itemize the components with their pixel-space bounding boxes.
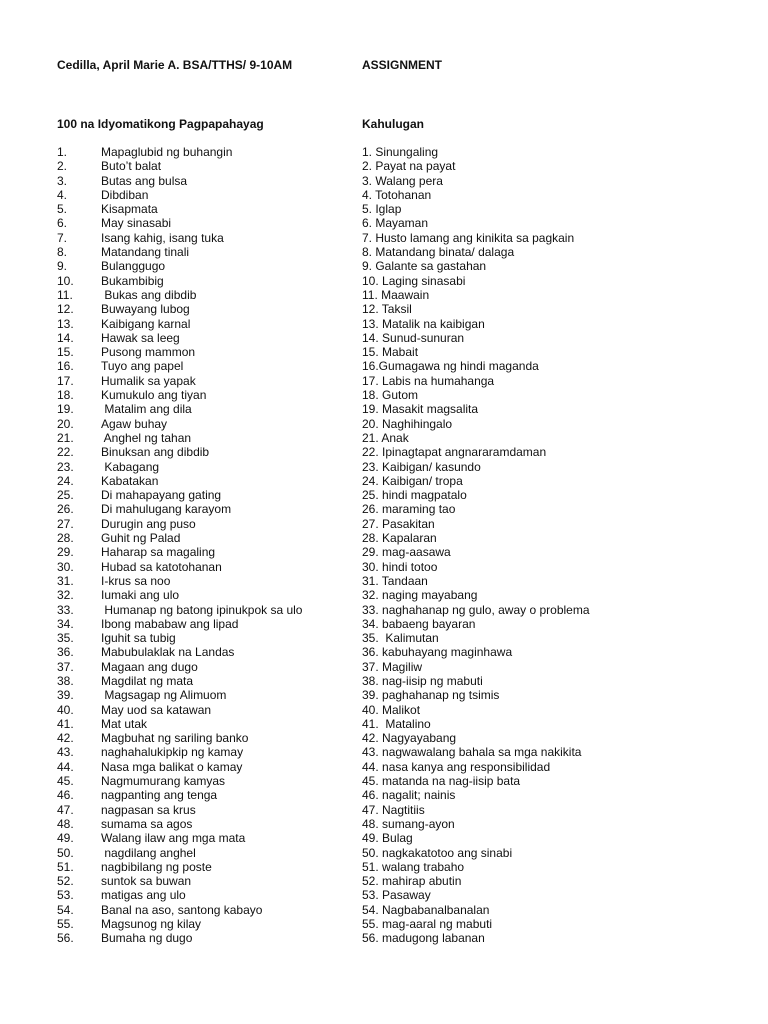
idiom-number: 24. [57, 473, 74, 488]
idiom-text: Kisapmata [101, 202, 158, 217]
idiom-number: 45. [57, 774, 74, 789]
idiom-item [57, 445, 302, 459]
meaning-item: 44. nasa kanya ang responsibilidad [362, 759, 551, 774]
meaning-item: 14. Sunud-sunuran [362, 330, 465, 345]
idiom-item [57, 388, 302, 402]
idiom-text: Di mahulugang karayom [101, 502, 232, 517]
meaning-item: 33. naghahanap ng gulo, away o problema [362, 602, 590, 617]
meaning-item: 21. Anak [362, 430, 409, 445]
idiom-text: Matalim ang dila [101, 402, 192, 417]
idiom-item [57, 317, 302, 331]
idiom-item [57, 888, 302, 902]
meaning-item: 34. babaeng bayaran [362, 616, 476, 631]
idiom-text: Walang ilaw ang mga mata [101, 831, 246, 846]
meaning-item: 30. hindi totoo [362, 559, 438, 574]
idiom-item [57, 245, 302, 259]
idiom-item [57, 874, 302, 888]
idiom-number: 54. [57, 902, 74, 917]
idiom-text: Magbuhat ng sariling banko [101, 731, 249, 746]
idiom-text: nagbibilang ng poste [101, 859, 212, 874]
idiom-number: 40. [57, 702, 74, 717]
idiom-number: 20. [57, 416, 74, 431]
idiom-text: Tuyo ang papel [101, 359, 184, 374]
idiom-number: 25. [57, 488, 74, 503]
meaning-item: 51. walang trabaho [362, 859, 465, 874]
idiom-number: 7. [57, 230, 68, 245]
idiom-item [57, 174, 302, 188]
idiom-text: Kabatakan [101, 473, 159, 488]
meaning-item: 5. Iglap [362, 202, 402, 217]
idiom-item [57, 145, 302, 159]
idiom-text: Ibong mababaw ang lipad [101, 616, 239, 631]
meaning-item: 37. Magiliw [362, 659, 423, 674]
idiom-text: sumama sa agos [101, 816, 193, 831]
idiom-text: Humanap ng batong ipinukpok sa ulo [101, 602, 303, 617]
meaning-item: 23. Kaibigan/ kasundo [362, 459, 481, 474]
idiom-item [57, 517, 302, 531]
idiom-number: 26. [57, 502, 74, 517]
idiom-item [57, 531, 302, 545]
idiom-text: Bumaha ng dugo [101, 931, 193, 946]
meaning-item: 52. mahirap abutin [362, 874, 462, 889]
idiom-number: 43. [57, 745, 74, 760]
meaning-item: 13. Matalik na kaibigan [362, 316, 485, 331]
idiom-item [57, 302, 302, 316]
idiom-number: 42. [57, 731, 74, 746]
meaning-item: 11. Maawain [362, 287, 430, 302]
idiom-text: Anghel ng tahan [101, 430, 192, 445]
idiom-item [57, 359, 302, 373]
idiom-number: 29. [57, 545, 74, 560]
idiom-item [57, 717, 302, 731]
idiom-text: Mabubulaklak na Landas [101, 645, 235, 660]
idiom-text: Isang kahig, isang tuka [101, 230, 224, 245]
meaning-item: 24. Kaibigan/ tropa [362, 473, 463, 488]
meaning-item: 56. madugong labanan [362, 931, 485, 946]
idiom-item [57, 817, 302, 831]
idiom-text: Mat utak [101, 716, 148, 731]
idiom-item [57, 917, 302, 931]
idiom-item [57, 631, 302, 645]
idiom-text: Haharap sa magaling [101, 545, 216, 560]
idiom-number: 52. [57, 874, 74, 889]
idiom-item [57, 788, 302, 802]
meaning-item: 1. Sinungaling [362, 145, 439, 159]
idiom-text: Banal na aso, santong kabayo [101, 902, 263, 917]
idiom-text: Iguhit sa tubig [101, 631, 176, 646]
meaning-item: 40. Malikot [362, 702, 421, 717]
meaning-item: 8. Matandang binata/ dalaga [362, 245, 515, 260]
idiom-item [57, 603, 302, 617]
meaning-item: 17. Labis na humahanga [362, 373, 495, 388]
idiom-item [57, 374, 302, 388]
meaning-item: 47. Nagtitiis [362, 802, 425, 817]
meaning-item: 22. Ipinagtapat angnararamdaman [362, 445, 547, 460]
meaning-item: 27. Pasakitan [362, 516, 435, 531]
idiom-text: Butas ang bulsa [101, 173, 188, 188]
idiom-item [57, 931, 302, 945]
idiom-text: Bulanggugo [101, 259, 166, 274]
idiom-text: nagdilang anghel [101, 845, 196, 860]
idiom-number: 27. [57, 516, 74, 531]
meaning-item: 54. Nagbabanalbanalan [362, 902, 490, 917]
meaning-item: 55. mag-aaral ng mabuti [362, 917, 493, 932]
idiom-text: Pusong mammon [101, 345, 196, 360]
student-name-line: Cedilla, April Marie A. BSA/TTHS/ 9-10AM [57, 58, 293, 72]
idiom-text: Humalik sa yapak [101, 373, 196, 388]
meaning-list [362, 145, 590, 946]
idiom-number: 17. [57, 373, 74, 388]
idiom-item [57, 574, 302, 588]
meaning-item: 7. Husto lamang ang kinikita sa pagkain [362, 230, 575, 245]
idiom-text: Guhit ng Palad [101, 531, 181, 546]
idiom-text: Kaibigang karnal [101, 316, 191, 331]
idiom-number: 12. [57, 302, 74, 317]
idiom-number: 4. [57, 187, 68, 202]
idiom-text: matigas ang ulo [101, 888, 186, 903]
idiom-text: May uod sa katawan [101, 702, 212, 717]
idiom-item [57, 588, 302, 602]
idioms-column-title: 100 na Idyomatikong Pagpapahayag [57, 117, 264, 131]
idiom-list [57, 145, 302, 946]
idiom-item [57, 846, 302, 860]
idiom-number: 10. [57, 273, 74, 288]
idiom-item [57, 903, 302, 917]
idiom-number: 5. [57, 202, 68, 217]
idiom-number: 55. [57, 917, 74, 932]
idiom-item [57, 831, 302, 845]
idiom-item [57, 803, 302, 817]
idiom-text: Magdilat ng mata [101, 673, 194, 688]
idiom-item [57, 202, 302, 216]
idiom-item [57, 345, 302, 359]
idiom-item [57, 860, 302, 874]
meaning-item: 43. nagwawalang bahala sa mga nakikita [362, 745, 582, 760]
meaning-item: 26. maraming tao [362, 502, 456, 517]
idiom-number: 8. [57, 245, 68, 260]
idiom-item [57, 402, 302, 416]
idiom-item [57, 417, 302, 431]
idiom-number: 46. [57, 788, 74, 803]
idiom-number: 16. [57, 359, 74, 374]
idiom-item [57, 745, 302, 759]
idiom-item [57, 545, 302, 559]
idiom-item [57, 274, 302, 288]
idiom-number: 49. [57, 831, 74, 846]
idiom-item [57, 688, 302, 702]
idiom-number: 28. [57, 531, 74, 546]
idiom-text: May sinasabi [101, 216, 172, 231]
idiom-item [57, 474, 302, 488]
meaning-item: 25. hindi magpatalo [362, 488, 467, 503]
idiom-number: 34. [57, 616, 74, 631]
idiom-number: 2. [57, 159, 68, 174]
idiom-number: 56. [57, 931, 74, 946]
idiom-number: 39. [57, 688, 74, 703]
idiom-number: 33. [57, 602, 74, 617]
meanings-column-title: Kahulugan [362, 117, 424, 131]
idiom-number: 6. [57, 216, 68, 231]
idiom-item [57, 431, 302, 445]
idiom-item [57, 159, 302, 173]
idiom-number: 19. [57, 402, 74, 417]
idiom-number: 9. [57, 259, 68, 274]
meaning-item: 36. kabuhayang maginhawa [362, 645, 513, 660]
assignment-heading: ASSIGNMENT [362, 58, 443, 72]
idiom-item [57, 617, 302, 631]
meaning-item: 3. Walang pera [362, 173, 443, 188]
idiom-item [57, 488, 302, 502]
meaning-item: 50. nagkakatotoo ang sinabi [362, 845, 513, 860]
meaning-item: 12. Taksil [362, 302, 412, 317]
idiom-text: Binuksan ang dibdib [101, 445, 210, 460]
meaning-item: 4. Totohanan [362, 187, 432, 202]
meaning-item: 19. Masakit magsalita [362, 402, 479, 417]
idiom-item [57, 502, 302, 516]
idiom-number: 48. [57, 816, 74, 831]
idiom-text: Magaan ang dugo [101, 659, 198, 674]
idiom-number: 51. [57, 859, 74, 874]
idiom-item [57, 460, 302, 474]
idiom-number: 31. [57, 573, 74, 588]
meaning-item: 10. Laging sinasabi [362, 273, 466, 288]
idiom-number: 50. [57, 845, 74, 860]
idiom-item [57, 660, 302, 674]
idiom-number: 35. [57, 631, 74, 646]
idiom-item [57, 288, 302, 302]
idiom-text: Mapaglubid ng buhangin [101, 145, 233, 159]
meaning-item: 46. nagalit; nainis [362, 788, 456, 803]
idiom-text: Magsagap ng Alimuom [101, 688, 227, 703]
idiom-text: I-krus sa noo [101, 573, 171, 588]
idiom-text: Kumukulo ang tiyan [101, 388, 207, 403]
idiom-number: 37. [57, 659, 74, 674]
idiom-text: Buto’t balat [101, 159, 162, 174]
meaning-item: 18. Gutom [362, 388, 419, 403]
idiom-text: Iumaki ang ulo [101, 588, 180, 603]
idiom-number: 38. [57, 673, 74, 688]
idiom-text: Dibdiban [101, 187, 149, 202]
idiom-item [57, 731, 302, 745]
meaning-item: 32. naging mayabang [362, 588, 478, 603]
idiom-number: 53. [57, 888, 74, 903]
idiom-text: Durugin ang puso [101, 516, 196, 531]
meaning-item: 2. Payat na payat [362, 159, 456, 174]
idiom-text: Agaw buhay [101, 416, 168, 431]
idiom-text: Di mahapayang gating [101, 488, 222, 503]
idiom-item [57, 774, 302, 788]
meaning-item: 6. Mayaman [362, 216, 429, 231]
meaning-item: 15. Mabait [362, 345, 419, 360]
meaning-item: 48. sumang-ayon [362, 816, 455, 831]
idiom-number: 13. [57, 316, 74, 331]
idiom-number: 23. [57, 459, 74, 474]
meaning-item: 42. Nagyayabang [362, 731, 457, 746]
meaning-item: 49. Bulag [362, 831, 413, 846]
meaning-item: 9. Galante sa gastahan [362, 259, 487, 274]
meaning-item: 45. matanda na nag-iisip bata [362, 774, 521, 789]
meaning-item: 31. Tandaan [362, 573, 428, 588]
idiom-text: naghahalukipkip ng kamay [101, 745, 244, 760]
idiom-item [57, 760, 302, 774]
idiom-item [57, 645, 302, 659]
meaning-item: 41. Matalino [362, 716, 431, 731]
idiom-item [57, 674, 302, 688]
idiom-item [57, 560, 302, 574]
idiom-text: Magsunog ng kilay [101, 917, 202, 932]
idiom-text: Nasa mga balikat o kamay [101, 759, 243, 774]
idiom-number: 47. [57, 802, 74, 817]
idiom-item [57, 703, 302, 717]
meaning-item: 53. Pasaway [362, 888, 431, 903]
idiom-text: Nagmumurang kamyas [101, 774, 226, 789]
idiom-number: 3. [57, 173, 68, 188]
idiom-number: 22. [57, 445, 74, 460]
meaning-item: 20. Naghihingalo [362, 416, 453, 431]
idiom-text: nagpasan sa krus [101, 802, 196, 817]
idiom-item [57, 259, 302, 273]
idiom-text: Hawak sa leeg [101, 330, 180, 345]
idiom-number: 11. [57, 287, 73, 302]
idiom-text: Bukas ang dibdib [101, 287, 197, 302]
idiom-number: 36. [57, 645, 74, 660]
idiom-number: 18. [57, 388, 74, 403]
idiom-text: Buwayang lubog [101, 302, 190, 317]
idiom-number: 41. [57, 716, 74, 731]
idiom-item [57, 331, 302, 345]
idiom-number: 1. [57, 145, 68, 159]
idiom-item [57, 216, 302, 230]
idiom-number: 32. [57, 588, 74, 603]
idiom-text: Hubad sa katotohanan [101, 559, 222, 574]
idiom-text: nagpanting ang tenga [101, 788, 218, 803]
meaning-item: 29. mag-aasawa [362, 545, 451, 560]
idiom-number: 44. [57, 759, 74, 774]
idiom-number: 30. [57, 559, 74, 574]
meaning-item: 35. Kalimutan [362, 631, 439, 646]
idiom-text: Bukambibig [101, 273, 164, 288]
idiom-text: suntok sa buwan [101, 874, 192, 889]
meaning-item: 39. paghahanap ng tsimis [362, 688, 500, 703]
meaning-item: 38. nag-iisip ng mabuti [362, 673, 483, 688]
idiom-number: 15. [57, 345, 74, 360]
idiom-text: Matandang tinali [101, 245, 190, 260]
idiom-item [57, 231, 302, 245]
meaning-item: 16.Gumagawa ng hindi maganda [362, 359, 539, 374]
idiom-text: Kabagang [101, 459, 160, 474]
idiom-item [57, 188, 302, 202]
idiom-number: 14. [57, 330, 74, 345]
idiom-number: 21. [57, 430, 74, 445]
meaning-item: 28. Kapalaran [362, 531, 437, 546]
